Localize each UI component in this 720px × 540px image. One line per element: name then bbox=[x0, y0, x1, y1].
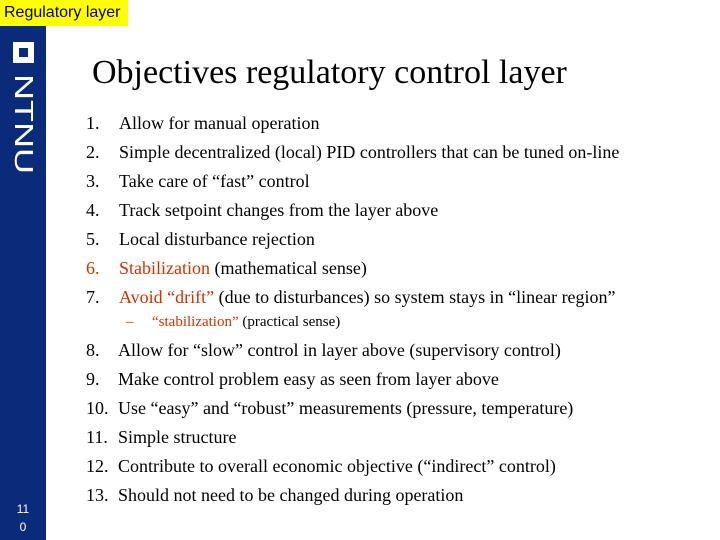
list-item: 9. Make control problem easy as seen from layer above bbox=[86, 369, 499, 389]
section-tag: Regulatory layer bbox=[0, 0, 128, 26]
ntnu-logo-square-icon bbox=[13, 42, 34, 63]
list-item: 3. Take care of “fast” control bbox=[86, 171, 310, 191]
list-item: 1. Allow for manual operation bbox=[86, 113, 320, 133]
ntnu-logo-text bbox=[11, 74, 37, 174]
list-item: 11. Simple structure bbox=[86, 427, 237, 447]
sidebar bbox=[0, 0, 46, 540]
list-item: 10. Use “easy” and “robust” measurements (pressure, temperature) bbox=[86, 398, 574, 418]
sub-bullet: – “stabilization” (practical sense) bbox=[126, 314, 341, 330]
list-item: 8. Allow for “slow” control in layer above (supervisory control) bbox=[86, 340, 561, 360]
list-item: 2. Simple decentralized (local) PID controllers that can be tuned on-line bbox=[86, 142, 620, 162]
list-item: 4. Track setpoint changes from the layer above bbox=[86, 200, 439, 220]
list-item: 13. Should not need to be changed during operation bbox=[86, 485, 464, 505]
list-item: 12. Contribute to overall economic objective (“indirect” control) bbox=[86, 456, 556, 476]
list-item: 5. Local disturbance rejection bbox=[86, 229, 315, 249]
list-item: 7. Avoid “drift” (due to disturbances) so system stays in “linear region” bbox=[86, 287, 616, 307]
slide-title: Objectives regulatory control layer bbox=[92, 54, 567, 91]
list-item: 6. Stabilization (mathematical sense) bbox=[86, 258, 367, 278]
svg-text:NTNU: NTNU bbox=[9, 74, 39, 147]
objectives-list-continued bbox=[86, 336, 573, 510]
slide-number: 11 0 bbox=[16, 502, 30, 534]
objectives-list bbox=[86, 109, 619, 312]
